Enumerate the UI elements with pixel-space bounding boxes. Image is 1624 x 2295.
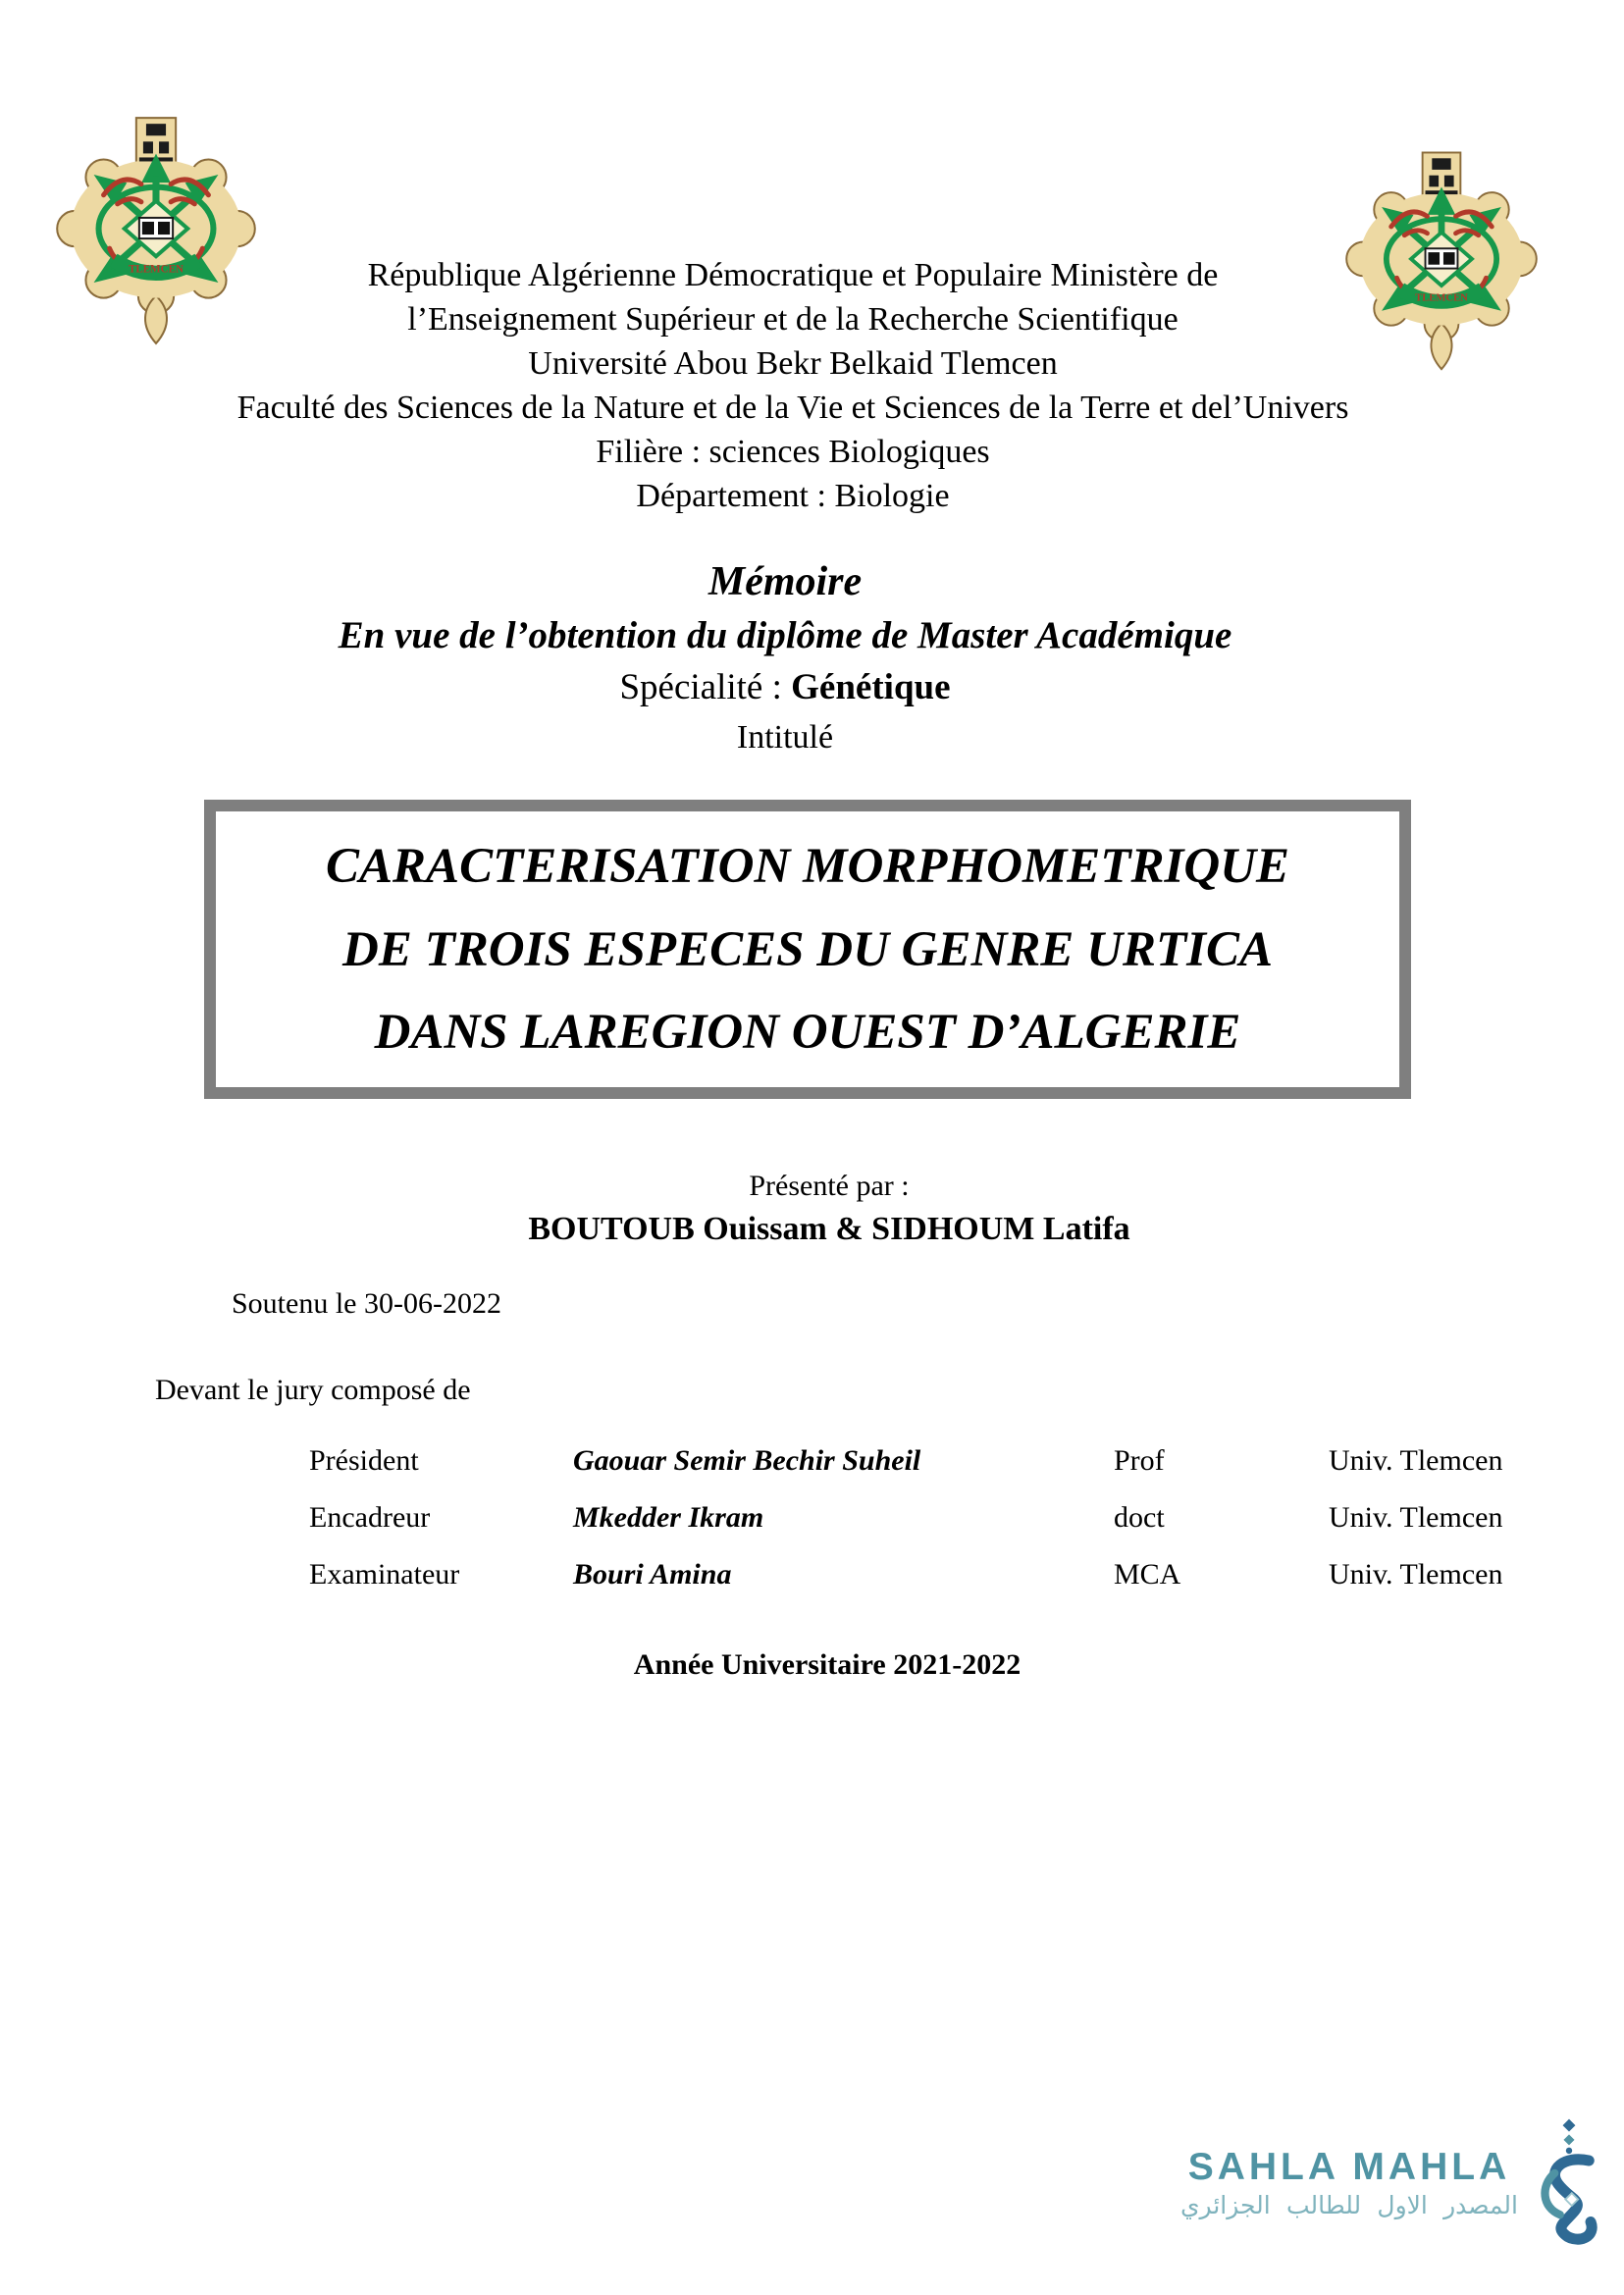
header-line-department: Département : Biologie [636,478,950,514]
memoire-block [0,554,1570,762]
specialite-label: Spécialité : [619,667,792,707]
presented-block [59,1166,1599,1252]
memoire-title: Mémoire [707,559,863,604]
jury-row-examinateur [309,1558,1565,1615]
sahla-mahla-tagline: المصدر الاول للطالب الجزائري [1179,2193,1518,2219]
jury-grade: Prof [1114,1444,1165,1477]
jury-institution: Univ. Tlemcen [1329,1444,1503,1477]
specialite-value: Génétique [791,667,951,707]
sahla-mahla-mark-icon [1524,2112,1614,2255]
header-line-republic: République Algérienne Démocratique et Populaire Ministère de [367,257,1219,293]
jury-heading: Devant le jury composé de [155,1374,471,1406]
jury-grade: MCA [1114,1558,1181,1591]
emblem-caption: TLEMCEN [128,263,184,276]
header-line-university: Université Abou Bekr Belkaid Tlemcen [528,345,1058,382]
jury-name: Mkedder Ikram [573,1501,764,1534]
defense-date: Soutenu le 30-06-2022 [232,1287,501,1320]
jury-row-encadreur [309,1501,1565,1558]
memoire-subtitle: En vue de l’obtention du diplôme de Master Académique [338,614,1232,656]
header-line-faculty: Faculté des Sciences de la Nature et de la Vie et Sciences de la Terre et del’Univers [236,390,1349,426]
authors: BOUTOUB Ouissam & SIDHOUM Latifa [528,1211,1130,1247]
memoire-specialite [0,662,1570,713]
jury-role: Encadreur [309,1501,431,1534]
presented-by-label: Présenté par : [749,1170,910,1202]
sahla-mahla-name: SAHLA MAHLA [1187,2146,1511,2188]
jury-institution: Univ. Tlemcen [1329,1501,1503,1534]
sahla-mahla-text [1180,2146,1518,2220]
memoire-intitule: Intitulé [736,719,834,756]
jury-role: Examinateur [309,1558,460,1591]
jury-row-president [309,1444,1565,1501]
jury-institution: Univ. Tlemcen [1329,1558,1503,1591]
thesis-title-box [204,800,1411,1099]
jury-table [309,1444,1565,1615]
institution-header [0,253,1586,518]
thesis-title-line-3: DANS LAREGION OUEST D’ALGERIE [374,1005,1241,1061]
thesis-title-line-2: DE TROIS ESPECES DU GENRE URTICA [341,921,1273,977]
jury-name: Gaouar Semir Bechir Suheil [573,1444,921,1477]
academic-year: Année Universitaire 2021-2022 [633,1648,1022,1681]
header-line-filiere: Filière : sciences Biologiques [596,434,990,470]
jury-name: Bouri Amina [573,1558,732,1591]
jury-role: Président [309,1444,419,1477]
emblem-caption: TLEMCEN [1415,292,1468,304]
thesis-title-line-1: CARACTERISATION MORPHOMETRIQUE [326,838,1289,894]
header-line-ministry: l’Enseignement Supérieur et de la Recherche Scientifique [407,301,1179,338]
jury-grade: doct [1114,1501,1165,1534]
sahla-mahla-logo [1180,2112,1614,2255]
